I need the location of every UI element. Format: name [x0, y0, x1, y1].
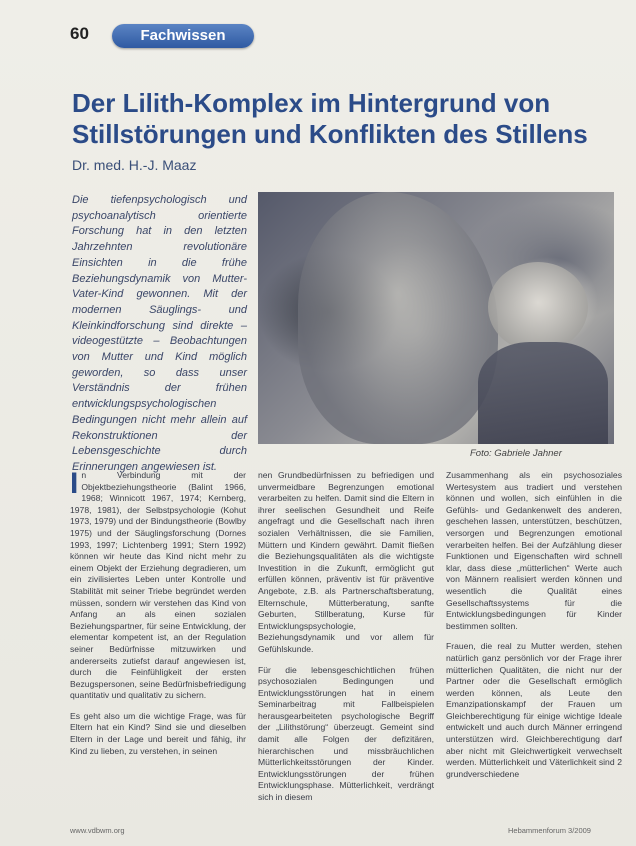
text-column-2 — [258, 470, 434, 824]
column1-paragraph-2: Es geht also um die wichtige Frage, was für Eltern hat ein Kind? Sind sie und dieselben Eltern in der Lage und bereit und fähig, ihr Kind zu lieben, zu verstehen, in seinen — [70, 710, 246, 756]
article-title: Der Lilith-Komplex im Hintergrund von Stillstörungen und Konflikten des Stillens — [72, 88, 588, 149]
drop-cap: I — [70, 470, 79, 500]
mother-baby-photo — [258, 192, 614, 444]
article-author: Dr. med. H.-J. Maaz — [72, 157, 197, 173]
column2-paragraph-2: Für die lebensgeschichtlichen frühen psychosozialen Bedingungen und Entwicklungsstörungen hat in einem Seminarbeitrag mit Fallbeispielen herausgearbeiteten psychologische Begriff der „Lilithstörung“ überzeugt. Gemeint sind damit alle Folgen der defizitären, hierarchischen und missbräuchlichen Mütterlichkeitsstörungen der Kinder. Entwicklungsstörungen der frühen Entwicklungsphase. Mütterlichkeit, verdrängt sich in diesem — [258, 664, 434, 803]
article-intro: Die tiefenpsychologisch und psychoanalytisch orientierte Forschung hat in den letzten Jahrzehnten revolutionäre Einsichten in die frühe Beziehungsdynamik von Mutter-Vater-Kind gewonnen. Mit der modernen Säuglings- und Kleinkindforschung sind direkte – videogestützte – Beobachtungen von Mutter und Kind möglich geworden, so dass unser Verständnis der frühen entwicklungspsychologischen Bedingungen nicht mehr allein auf Rekonstruktionen der Lebensgeschichte durch Erinnerungen angewiesen ist. — [72, 194, 247, 473]
page-number: 60 — [70, 24, 89, 43]
column3-paragraph-1: Zusammenhang als ein psychosoziales Wertesystem aus tradiert und verstehen können und wollen, sich einfühlen in die Gefühls- und Gedankenwelt des anderen, geschehen lassen, unterstützen, beschützen, versorgen und Begrenzungen emotional verarbeiten helfen. Bei der Aufzählung dieser Funktionen und Eigenschaften wird schnell klar, dass diese „mütterlichen“ Werte auch von Männern realisiert werden können und wesentlich die Qualität eines Gesellschaftssystems für die Entwicklungsbedingungen für Kinder bestimmen sollten. — [446, 470, 622, 631]
footer-website: www.vdbwm.org — [70, 826, 125, 835]
photo-mother-shape — [298, 192, 498, 444]
photo-credit: Foto: Gabriele Jahner — [470, 448, 562, 459]
text-column-3 — [446, 470, 622, 824]
text-column-1 — [70, 470, 246, 814]
column2-paragraph-1: nen Grundbedürfnissen zu befriedigen und unvermeidbare Begrenzungen emotional verarbeiten zu helfen. Damit sind die Eltern in ihrer seelischen Gesundheit und Reife angefragt und die Gesellschaft nach ihren sozialen Verhältnissen, die sie Familien, Müttern und Kindern gewährt. Damit fließen die Beziehungsqualitäten als die wichtigste Investition in die Zukunft, ermöglicht gut erfüllen können, präventiv ist für präventive Angebote, z.B. als Partnerschaftsberatung, Elternschule, Mütterberatung, sanfte Geburten, Stillberatung, Kurse für Entwicklungspsychologie, Beziehungsdynamik und vor allem für Gefühlskunde. — [258, 470, 434, 654]
column1-paragraph-1: In Verbindung mit der Objektbeziehungstheorie (Balint 1966, 1968; Winnicott 1967, 1974; Kernberg, 1978, 1981), der Selbstpsychologie (Kohut 1973, 1979) und der Bindungstheorie (Bowlby 1975) und der Säuglingsforschung (Dornes 1993, 1997; Lichtenberg 1991; Stern 1992) können wir heute das Kind nicht mehr zu einem Objekt der Erziehung degradieren, um ein zivilisiertes Leben unter Kontrolle und Stabilität mit seiner Triebe begründet werden müssen, sondern wir verstehen das Kind von Anfang an als einen sozialen Beziehungspartner, für seine Entwicklung, der elementar kompetent ist, an der Regulation seiner Bedürfnisse mitzuwirken und andererseits zutiefst darauf angewiesen ist, durch die Feinfühligkeit der ersten Bezugspersonen, seine Bedürfnisbefriedigung quantitativ und qualitativ zu sichern. — [70, 470, 246, 701]
section-badge: Fachwissen — [112, 24, 254, 48]
photo-baby-body-shape — [478, 342, 608, 444]
footer-issue: Hebammenforum 3/2009 — [508, 826, 591, 835]
photo-baby-face-shape — [488, 262, 588, 352]
column3-paragraph-2: Frauen, die real zu Mutter werden, stehen natürlich ganz persönlich vor der Frage ihrer mütterlichen Qualitäten, die nicht nur der Partner oder die Gesellschaft ermöglich werden können, als Leute den Emanzipationskampf der Frauen um Gleichberechtigung für einige wichtige Ideale entwickelt und auch durch Männer erringend unterstützen wird. Gleichberechtigung darf aber nicht mit Gleichwertigkeit verwechselt werden. Mütterlichkeit und Väterlichkeit sind 2 grundverschiedene — [446, 641, 622, 779]
